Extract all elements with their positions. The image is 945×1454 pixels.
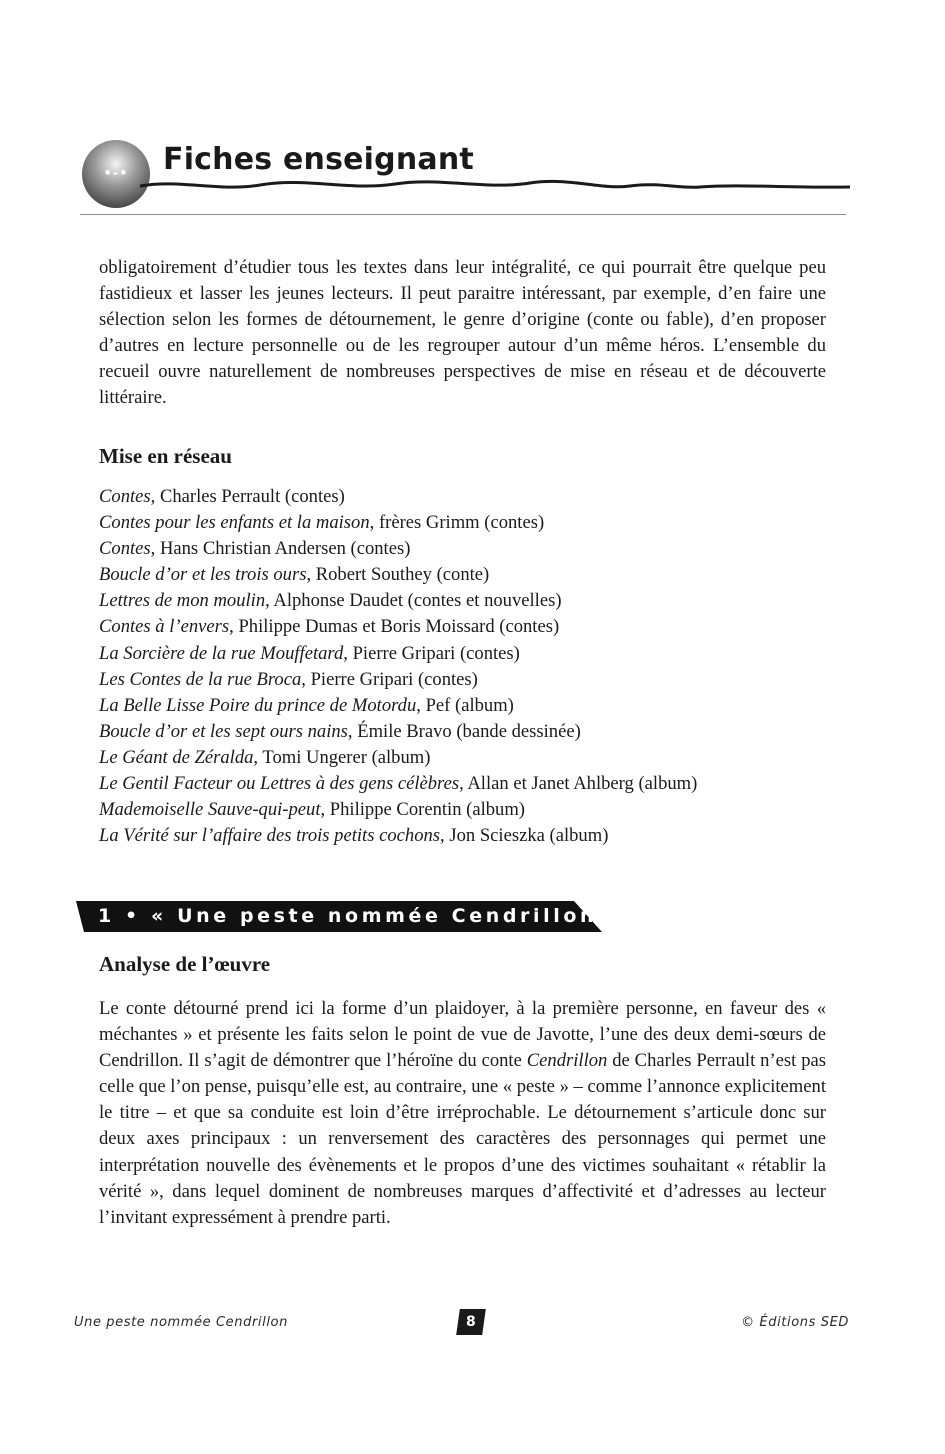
page-title: Fiches enseignant	[163, 142, 474, 177]
reference-item	[99, 771, 697, 797]
reference-title: Les Contes de la rue Broca	[99, 668, 302, 690]
reference-title: Contes	[99, 486, 151, 507]
reference-title: La Sorcière de la rue Mouffetard	[99, 642, 344, 664]
reference-title: Le Géant de Zéralda	[99, 746, 254, 768]
reference-title: Le Gentil Facteur ou Lettres à des gens célèbres	[99, 773, 460, 795]
reference-item	[99, 510, 697, 536]
reference-author: , Jon Scieszka (album)	[440, 825, 609, 847]
analyse-heading: Analyse de l’œuvre	[99, 952, 271, 976]
reference-list	[99, 484, 697, 849]
reference-title: Boucle d’or et les sept ours nains	[99, 720, 348, 742]
reference-author: , Charles Perrault (contes)	[150, 486, 345, 507]
reference-item	[99, 797, 697, 823]
analysis-text-end: de Charles Perrault n’est pas celle que l’on pense, puisqu’elle est, au contraire, une « peste » – comme l’annonce explicitement le titre – et que sa conduite est loin d’être irréprochable. Le détournement s’articule donc sur deux axes principaux : un renversement des caractères des personnages qui permet une interprétation nouvelle des évènements et le propos d’une des victimes souhaitant « rétablir la vérité », dans lequel dominent de nombreuses marques d’affectivité et d’adresses au lecteur l’invitant expressément à prendre parti.	[99, 1050, 826, 1228]
reference-author: , Allan et Janet Ahlberg (album)	[459, 773, 698, 795]
reference-author: , Robert Southey (conte)	[306, 564, 490, 586]
reference-author: , Pierre Gripari (contes)	[343, 642, 520, 664]
section-banner-title: 1 • « Une peste nommée Cendrillon »	[98, 905, 624, 927]
reference-author: , Philippe Dumas et Boris Moissard (contes)	[229, 616, 560, 638]
page-header	[80, 138, 850, 218]
reference-title: Contes à l’envers	[99, 616, 230, 638]
reference-item	[99, 484, 697, 510]
reference-item	[99, 588, 697, 614]
analysis-text-start: Le conte détourné prend ici la forme d’un plaidoyer, à la première personne, en faveur des « méchantes » et présente les faits selon le point de vue de Javotte, l’une des deux demi-sœurs de Cendrillon. Il s’agit de démontrer que l’héroïne du conte	[99, 998, 826, 1072]
reference-author: , Émile Bravo (bande dessinée)	[347, 720, 581, 742]
reference-item	[99, 536, 697, 562]
reference-item	[99, 641, 697, 667]
reference-author: , frères Grimm (contes)	[369, 512, 545, 534]
reference-title: Lettres de mon moulin	[99, 590, 266, 612]
reference-title: Contes pour les enfants et la maison	[99, 512, 370, 534]
reference-item	[99, 823, 697, 849]
reference-item	[99, 745, 697, 771]
reference-author: , Pef (album)	[416, 694, 514, 716]
reference-title: Contes	[99, 538, 151, 560]
reference-title: La Vérité sur l’affaire des trois petits cochons	[99, 825, 441, 847]
header-divider	[80, 214, 846, 215]
footer-book-title: Une peste nommée Cendrillon	[74, 1315, 288, 1330]
reseau-heading: Mise en réseau	[99, 444, 232, 468]
reference-item	[99, 693, 697, 719]
section-banner	[74, 901, 624, 933]
wavy-line-decoration	[140, 174, 850, 196]
reference-author: , Alphonse Daudet (contes et nouvelles)	[265, 590, 562, 612]
analysis-italic-title: Cendrillon	[526, 1050, 608, 1072]
reference-item	[99, 614, 697, 640]
intro-paragraph: obligatoirement d’étudier tous les textes dans leur intégralité, ce qui pourrait être quelque peu fastidieux et lasser les jeunes lecteurs. Il peut paraitre intéressant, par exemple, d’en faire une sélection selon les formes de détournement, le genre d’origine (conte ou fable), d’en proposer d’autres en lecture personnelle ou de les regrouper autour d’un même héros. L’ensemble du recueil ouvre naturellement de nombreuses perspectives de mise en réseau et de découverte littéraire.	[99, 257, 826, 409]
reference-title: Boucle d’or et les trois ours	[99, 564, 307, 586]
analysis-paragraph	[99, 996, 826, 1231]
reference-item	[99, 719, 697, 745]
reference-author: , Pierre Gripari (contes)	[301, 668, 478, 690]
reference-item	[99, 667, 697, 693]
reference-item	[99, 562, 697, 588]
button-badge-icon: •-•	[82, 140, 150, 208]
reference-author: , Tomi Ungerer (album)	[253, 746, 431, 768]
reference-author: , Hans Christian Andersen (contes)	[150, 538, 411, 560]
reference-title: Mademoiselle Sauve-qui-peut	[99, 799, 321, 821]
reference-author: , Philippe Corentin (album)	[320, 799, 526, 821]
reference-title: La Belle Lisse Poire du prince de Motordu	[99, 694, 417, 716]
page-number-label: 8	[466, 1314, 476, 1330]
footer-publisher: © Éditions SED	[741, 1315, 849, 1330]
page-number	[456, 1309, 486, 1335]
